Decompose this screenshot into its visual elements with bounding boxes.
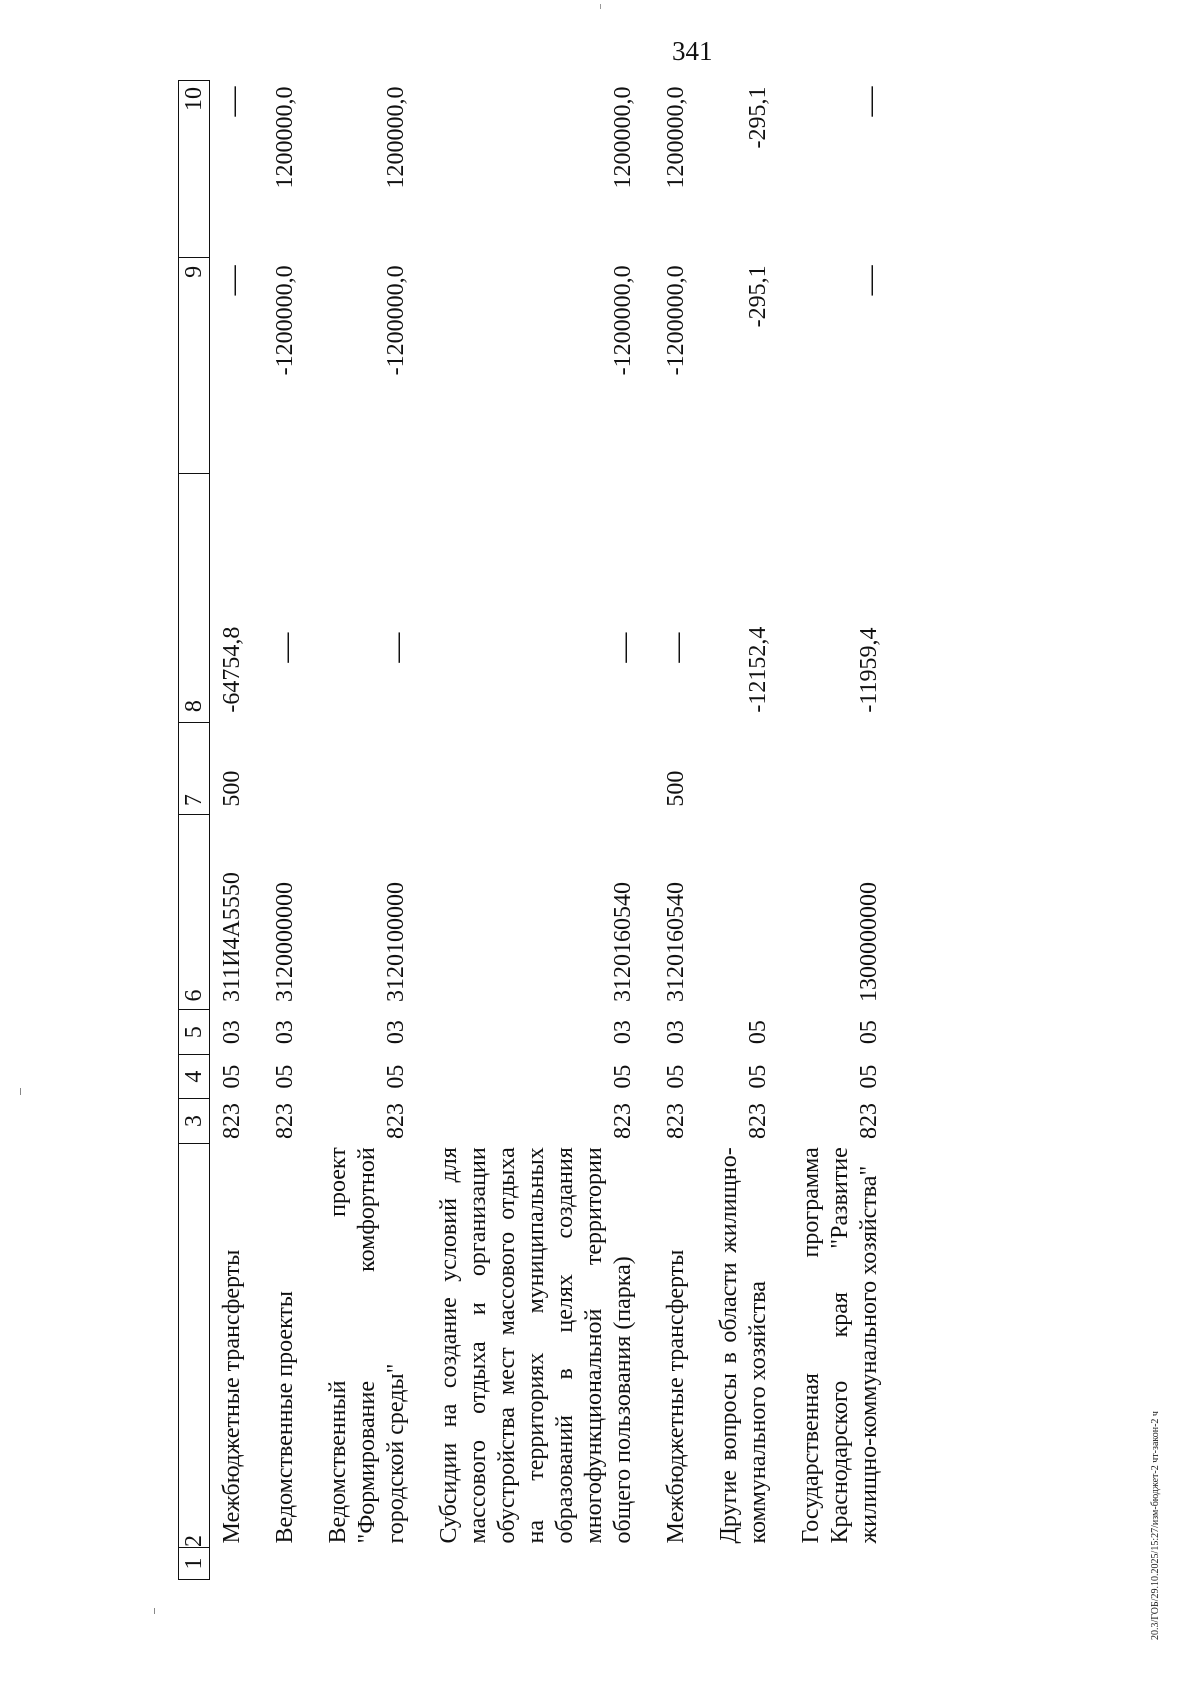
- header-col-2: 2: [179, 1143, 210, 1547]
- document-footer: 20.3/ГОБ/29.10.2025/15:27/изм-бюджет-2 чт-закон-2 ч: [1150, 1411, 1161, 1640]
- cell-col-6: 3120100000: [383, 881, 409, 1002]
- cell-col-6: 3120000000: [272, 881, 298, 1002]
- cell-col-10: 1200000,0: [383, 86, 409, 189]
- cell-col-9: -1200000,0: [272, 265, 298, 376]
- cell-col-3: 823: [856, 1103, 882, 1140]
- cell-col-9: —: [216, 265, 249, 296]
- cell-col-4: 05: [272, 1064, 298, 1089]
- table-row: [415, 81, 642, 1580]
- cell-col-8: -12152,4: [745, 626, 771, 713]
- table-row: [777, 81, 888, 1580]
- header-col-1: 1: [179, 1547, 210, 1579]
- cell-col-9: -1200000,0: [383, 265, 409, 376]
- cell-name: Ведомственные проекты: [272, 1290, 298, 1544]
- page-number: 341: [672, 36, 713, 66]
- scan-mark-top: [600, 4, 601, 9]
- cell-col-4: 05: [610, 1064, 636, 1089]
- cell-col-5: 03: [610, 1020, 636, 1045]
- cell-col-7: 500: [219, 770, 245, 807]
- table-row: [304, 81, 415, 1580]
- cell-col-7: [251, 723, 304, 815]
- cell-col-5: 03: [272, 1020, 298, 1045]
- cell-col-9: -1200000,0: [663, 265, 689, 376]
- cell-col-7: 500: [663, 770, 689, 807]
- cell-col-3: 823: [745, 1103, 771, 1140]
- cell-col-5: 05: [856, 1020, 882, 1045]
- cell-col-1: [415, 1547, 642, 1579]
- cell-col-1: [642, 1547, 695, 1579]
- cell-col-5: 03: [219, 1020, 245, 1045]
- header-col-3: 3: [179, 1099, 210, 1143]
- cell-col-8: —: [660, 632, 693, 663]
- cell-col-10: -295,1: [745, 86, 771, 149]
- header-col-6: 6: [179, 815, 210, 1010]
- cell-col-1: [251, 1547, 304, 1579]
- cell-name: Другие вопросы в области жилищно-коммунального хозяйства: [716, 1147, 771, 1544]
- cell-col-10: 1200000,0: [272, 86, 298, 189]
- header-col-8: 8: [179, 473, 210, 722]
- cell-col-5: 05: [745, 1020, 771, 1045]
- table-row: [210, 81, 252, 1580]
- cell-name: Ведомственный проект "Формирование комфортной городской среды": [325, 1147, 409, 1544]
- cell-col-8: —: [380, 632, 413, 663]
- cell-col-3: 823: [663, 1103, 689, 1140]
- cell-col-1: [695, 1547, 777, 1579]
- scan-mark-left: [20, 1088, 21, 1095]
- cell-col-7: [415, 723, 642, 815]
- header-col-4: 4: [179, 1054, 210, 1098]
- header-col-5: 5: [179, 1010, 210, 1054]
- cell-col-10: —: [853, 86, 886, 117]
- cell-col-8: —: [607, 632, 640, 663]
- cell-name: Межбюджетные трансферты: [663, 1249, 689, 1544]
- header-col-9: 9: [179, 257, 210, 473]
- cell-col-6: [695, 815, 777, 1010]
- cell-col-5: 03: [383, 1020, 409, 1045]
- cell-col-3: 823: [610, 1103, 636, 1140]
- scan-mark-bottom: [154, 1608, 155, 1614]
- cell-col-6: 3120160540: [663, 881, 689, 1002]
- cell-col-8: —: [269, 632, 302, 663]
- cell-col-8: -11959,4: [856, 627, 882, 713]
- cell-col-10: 1200000,0: [663, 86, 689, 189]
- cell-col-8: -64754,8: [219, 626, 245, 713]
- cell-name: Межбюджетные трансферты: [219, 1249, 245, 1544]
- table-row: [251, 81, 304, 1580]
- cell-col-4: 05: [663, 1064, 689, 1089]
- cell-col-3: 823: [383, 1103, 409, 1140]
- cell-col-5: 03: [663, 1020, 689, 1045]
- cell-col-1: [304, 1547, 415, 1579]
- rotated-table-container: [178, 80, 1178, 1580]
- cell-col-4: 05: [383, 1064, 409, 1089]
- cell-col-4: 05: [219, 1064, 245, 1089]
- cell-col-7: [777, 723, 888, 815]
- cell-col-4: 05: [745, 1064, 771, 1089]
- cell-col-9: -1200000,0: [610, 265, 636, 376]
- cell-col-3: 823: [219, 1103, 245, 1140]
- header-col-7: 7: [179, 723, 210, 815]
- cell-col-4: 05: [856, 1064, 882, 1089]
- cell-col-9: —: [853, 265, 886, 296]
- cell-col-1: [777, 1547, 888, 1579]
- cell-col-9: -295,1: [745, 265, 771, 328]
- cell-col-7: [304, 723, 415, 815]
- cell-col-1: [210, 1547, 252, 1579]
- cell-col-3: 823: [272, 1103, 298, 1140]
- table-row: [695, 81, 777, 1580]
- header-col-10: 10: [179, 81, 210, 258]
- cell-col-6: 1300000000: [856, 881, 882, 1002]
- budget-table: [178, 80, 888, 1580]
- cell-col-10: —: [216, 86, 249, 117]
- cell-name: Субсидии на создание условий для массового отдыха и организации обустройства мест массового отдыха на территориях муниципальных образований в целях создания многофункциональной территории общего пользования (парка): [436, 1147, 636, 1544]
- cell-col-7: [695, 723, 777, 815]
- cell-col-6: 3120160540: [610, 881, 636, 1002]
- cell-col-10: 1200000,0: [610, 86, 636, 189]
- cell-name: Государственная программа Краснодарского края "Развитие жилищно-коммунального хозяйства": [798, 1147, 882, 1544]
- table-row: [642, 81, 695, 1580]
- table-header-row: [179, 81, 210, 1580]
- cell-col-6: 311И4А5550: [219, 872, 245, 1002]
